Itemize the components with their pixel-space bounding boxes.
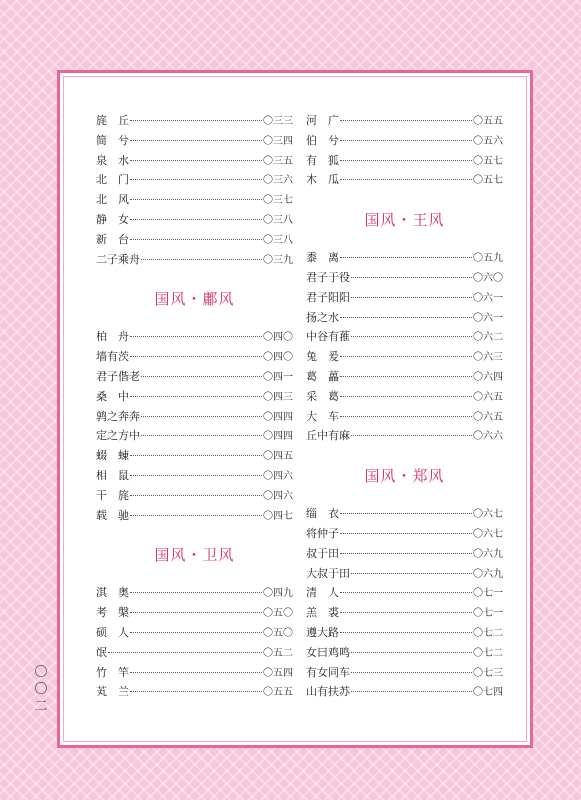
toc-entry-page: 〇四一 xyxy=(263,371,293,383)
toc-entry xyxy=(96,170,293,190)
toc-entry xyxy=(306,583,503,603)
toc-entry xyxy=(96,682,293,702)
toc-entry-page: 〇六五 xyxy=(473,411,503,423)
dot-leader xyxy=(130,515,262,516)
dot-leader xyxy=(141,376,262,377)
toc-entry-page: 〇四〇 xyxy=(263,352,293,364)
dot-leader xyxy=(340,356,472,357)
toc-entry-title: 扬之水 xyxy=(306,310,339,324)
toc-entry-page: 〇六一 xyxy=(473,312,503,324)
toc-entry-title: 柏 舟 xyxy=(96,330,129,344)
dot-leader xyxy=(340,592,472,593)
toc-entry-page: 〇四〇 xyxy=(263,332,293,344)
toc-entry xyxy=(306,407,503,427)
dot-leader xyxy=(351,691,472,692)
toc-entry-title: 河 广 xyxy=(306,114,339,127)
toc-entry-page: 〇四九 xyxy=(263,588,293,600)
toc-entry-page: 〇六一 xyxy=(473,292,503,304)
dot-leader xyxy=(130,179,262,180)
toc-entry-page: 〇五六 xyxy=(473,135,503,147)
toc-entry-title: 丘中有麻 xyxy=(306,429,350,443)
toc-entry-page: 〇五五 xyxy=(473,116,503,127)
dot-leader xyxy=(130,592,262,593)
toc-entry-title: 君子阳阳 xyxy=(306,290,350,304)
section-heading: 国风・郑风 xyxy=(364,467,445,486)
dot-leader xyxy=(130,396,262,397)
dot-leader xyxy=(340,553,472,554)
dot-leader xyxy=(141,435,262,436)
toc-entry xyxy=(96,151,293,171)
toc-entry-title: 蝃 蝀 xyxy=(96,449,129,463)
toc-entry-title: 女曰鸡鸣 xyxy=(306,645,350,659)
dot-leader xyxy=(130,455,262,456)
dot-leader xyxy=(340,160,472,161)
dot-leader xyxy=(130,336,262,337)
dot-leader xyxy=(351,435,472,436)
toc-entry-page: 〇三五 xyxy=(263,155,293,167)
dot-leader xyxy=(130,475,262,476)
toc-entry-title: 中谷有蓷 xyxy=(306,330,350,344)
toc-entry xyxy=(306,308,503,328)
toc-group xyxy=(306,504,503,702)
section-heading: 国风・卫风 xyxy=(154,546,235,565)
dot-leader xyxy=(130,199,262,200)
toc-right-column xyxy=(306,111,503,702)
toc-entry-page: 〇七一 xyxy=(473,608,503,620)
dot-leader xyxy=(351,573,472,574)
toc-entry xyxy=(96,111,293,131)
toc-entry xyxy=(96,583,293,603)
toc-entry-page: 〇五〇 xyxy=(263,608,293,620)
toc-entry-page: 〇四五 xyxy=(263,451,293,463)
toc-entry-title: 遵大路 xyxy=(306,625,339,639)
toc-entry xyxy=(96,210,293,230)
toc-entry-page: 〇三六 xyxy=(263,175,293,187)
toc-entry-page: 〇六七 xyxy=(473,509,503,521)
toc-entry-page: 〇三三 xyxy=(263,116,293,127)
toc-entry-page: 〇七二 xyxy=(473,627,503,639)
toc-entry xyxy=(306,643,503,663)
toc-entry xyxy=(96,131,293,151)
toc-entry-page: 〇三九 xyxy=(263,254,293,266)
page-number-digit: 二 xyxy=(34,699,48,714)
dot-leader xyxy=(108,652,262,653)
toc-entry-page: 〇六九 xyxy=(473,568,503,580)
toc-group xyxy=(306,111,503,190)
toc-entry-page: 〇五〇 xyxy=(263,627,293,639)
toc-entry xyxy=(96,506,293,526)
toc-entry xyxy=(306,544,503,564)
page-number-digit: 〇 xyxy=(34,682,48,697)
toc-entry xyxy=(306,111,503,131)
toc-entry-page: 〇六五 xyxy=(473,391,503,403)
toc-entry xyxy=(96,643,293,663)
toc-entry xyxy=(96,407,293,427)
dot-leader xyxy=(351,277,472,278)
dot-leader xyxy=(141,259,262,260)
toc-entry-title: 淇 奥 xyxy=(96,586,129,600)
dot-leader xyxy=(340,416,472,417)
toc-entry xyxy=(96,367,293,387)
toc-entry xyxy=(306,564,503,584)
toc-entry-title: 芄 兰 xyxy=(96,685,129,699)
page-frame xyxy=(57,70,533,748)
toc-entry-title: 木 瓜 xyxy=(306,173,339,187)
toc-entry-title: 大 车 xyxy=(306,409,339,423)
dot-leader xyxy=(130,219,262,220)
toc-entry-page: 〇五七 xyxy=(473,175,503,187)
toc-entry-title: 新 台 xyxy=(96,232,129,246)
toc-entry xyxy=(96,466,293,486)
toc-entry xyxy=(306,131,503,151)
toc-entry-page: 〇三四 xyxy=(263,135,293,147)
dot-leader xyxy=(340,140,472,141)
toc-entry-page: 〇四三 xyxy=(263,391,293,403)
toc-entry-title: 羔 裘 xyxy=(306,606,339,620)
dot-leader xyxy=(351,652,472,653)
toc-entry-title: 山有扶苏 xyxy=(306,685,350,699)
toc-entry xyxy=(306,268,503,288)
dot-leader xyxy=(340,120,472,121)
toc-entry xyxy=(96,446,293,466)
toc-entry xyxy=(306,151,503,171)
toc-entry xyxy=(96,347,293,367)
toc-entry-title: 君子于役 xyxy=(306,270,350,284)
toc-entry-page: 〇六六 xyxy=(473,431,503,443)
toc-entry xyxy=(306,288,503,308)
toc-entry-page: 〇三七 xyxy=(263,195,293,207)
toc-entry-title: 简 兮 xyxy=(96,133,129,147)
toc-group xyxy=(96,111,293,269)
toc-entry-title: 考 槃 xyxy=(96,606,129,620)
toc-left-column xyxy=(96,111,293,702)
toc-entry xyxy=(306,327,503,347)
toc-entry-page: 〇六〇 xyxy=(473,272,503,284)
dot-leader xyxy=(130,691,262,692)
toc-entry-page: 〇五九 xyxy=(473,253,503,265)
toc-entry xyxy=(96,387,293,407)
toc-entry-title: 将仲子 xyxy=(306,526,339,540)
toc-entry-title: 兔 爰 xyxy=(306,350,339,364)
dot-leader xyxy=(130,495,262,496)
toc-entry xyxy=(96,603,293,623)
dot-leader xyxy=(130,356,262,357)
toc-entry xyxy=(96,250,293,270)
toc-entry-page: 〇五七 xyxy=(473,155,503,167)
dot-leader xyxy=(340,376,472,377)
toc-entry-page: 〇四四 xyxy=(263,431,293,443)
toc-entry-page: 〇六三 xyxy=(473,352,503,364)
section-heading: 国风・王风 xyxy=(364,211,445,230)
toc-group xyxy=(306,248,503,446)
toc-entry-title: 硕 人 xyxy=(96,625,129,639)
toc-entry-page: 〇五二 xyxy=(263,647,293,659)
toc-entry-title: 君子偕老 xyxy=(96,369,140,383)
dot-leader xyxy=(351,297,472,298)
dot-leader xyxy=(340,317,472,318)
toc-entry-page: 〇六四 xyxy=(473,371,503,383)
dot-leader xyxy=(130,239,262,240)
toc-entry-page: 〇四六 xyxy=(263,470,293,482)
toc-entry xyxy=(306,663,503,683)
dot-leader xyxy=(141,416,262,417)
dot-leader xyxy=(340,513,472,514)
page-number-digit: 〇 xyxy=(34,665,48,680)
toc-entry-page: 〇六七 xyxy=(473,528,503,540)
toc-entry-page: 〇四六 xyxy=(263,490,293,502)
dot-leader xyxy=(340,632,472,633)
toc-entry-title: 有 狐 xyxy=(306,153,339,167)
toc-entry-title: 旄 丘 xyxy=(96,114,129,127)
toc-entry-title: 二子乘舟 xyxy=(96,252,140,266)
toc-entry-title: 黍 离 xyxy=(306,251,339,265)
toc-entry-title: 葛 藟 xyxy=(306,369,339,383)
dot-leader xyxy=(130,140,262,141)
toc-entry xyxy=(96,190,293,210)
toc-entry xyxy=(96,623,293,643)
toc-entry-title: 北 门 xyxy=(96,173,129,187)
toc-entry-title: 采 葛 xyxy=(306,389,339,403)
toc-entry-title: 泉 水 xyxy=(96,153,129,167)
toc-entry xyxy=(96,426,293,446)
toc-entry xyxy=(96,327,293,347)
toc-entry-title: 大叔于田 xyxy=(306,566,350,580)
dot-leader xyxy=(340,396,472,397)
dot-leader xyxy=(351,336,472,337)
toc-entry-title: 有女同车 xyxy=(306,665,350,679)
dot-leader xyxy=(340,179,472,180)
toc-entry-page: 〇六二 xyxy=(473,332,503,344)
toc-entry xyxy=(306,367,503,387)
toc-entry-page: 〇六九 xyxy=(473,548,503,560)
toc-entry-page: 〇七四 xyxy=(473,687,503,699)
toc-group xyxy=(96,327,293,525)
toc-entry-title: 载 驰 xyxy=(96,508,129,522)
dot-leader xyxy=(130,160,262,161)
toc-entry xyxy=(306,623,503,643)
toc-entry-page: 〇五四 xyxy=(263,667,293,679)
dot-leader xyxy=(130,612,262,613)
toc-entry xyxy=(306,347,503,367)
toc-entry xyxy=(306,504,503,524)
dot-leader xyxy=(340,612,472,613)
toc-entry-page: 〇七三 xyxy=(473,667,503,679)
toc-entry xyxy=(96,230,293,250)
toc-entry-title: 清 人 xyxy=(306,586,339,600)
dot-leader xyxy=(351,672,472,673)
toc-entry-title: 干 旄 xyxy=(96,488,129,502)
toc-entry-title: 相 鼠 xyxy=(96,468,129,482)
toc-entry-title: 叔于田 xyxy=(306,546,339,560)
toc-entry-page: 〇七二 xyxy=(473,647,503,659)
dot-leader xyxy=(130,632,262,633)
toc-entry xyxy=(306,524,503,544)
toc-entry xyxy=(306,387,503,407)
dot-leader xyxy=(130,120,262,121)
toc-entry-title: 氓 xyxy=(96,645,107,659)
toc-entry-page: 〇三八 xyxy=(263,234,293,246)
dot-leader xyxy=(130,672,262,673)
toc-entry-title: 墙有茨 xyxy=(96,350,129,364)
toc-entry-page: 〇四四 xyxy=(263,411,293,423)
toc-entry xyxy=(96,486,293,506)
toc-entry-title: 竹 竿 xyxy=(96,665,129,679)
toc-entry-page: 〇三八 xyxy=(263,214,293,226)
dot-leader xyxy=(340,533,472,534)
toc-entry-page: 〇五五 xyxy=(263,687,293,699)
toc-entry-page: 〇四七 xyxy=(263,510,293,522)
section-heading: 国风・鄘风 xyxy=(154,290,235,309)
toc-entry-title: 桑 中 xyxy=(96,389,129,403)
toc-entry-title: 北 风 xyxy=(96,193,129,207)
toc-entry xyxy=(306,248,503,268)
toc-entry-title: 缁 衣 xyxy=(306,507,339,521)
toc-entry xyxy=(306,426,503,446)
toc-entry xyxy=(306,682,503,702)
page-number xyxy=(34,664,48,715)
toc-entry xyxy=(306,603,503,623)
toc-entry-title: 伯 兮 xyxy=(306,133,339,147)
toc-group xyxy=(96,583,293,702)
toc-entry xyxy=(96,663,293,683)
toc-entry xyxy=(306,170,503,190)
toc-entry-page: 〇七一 xyxy=(473,588,503,600)
toc-entry-title: 鹑之奔奔 xyxy=(96,409,140,423)
toc-entry-title: 静 女 xyxy=(96,212,129,226)
dot-leader xyxy=(340,257,472,258)
toc-entry-title: 定之方中 xyxy=(96,429,140,443)
